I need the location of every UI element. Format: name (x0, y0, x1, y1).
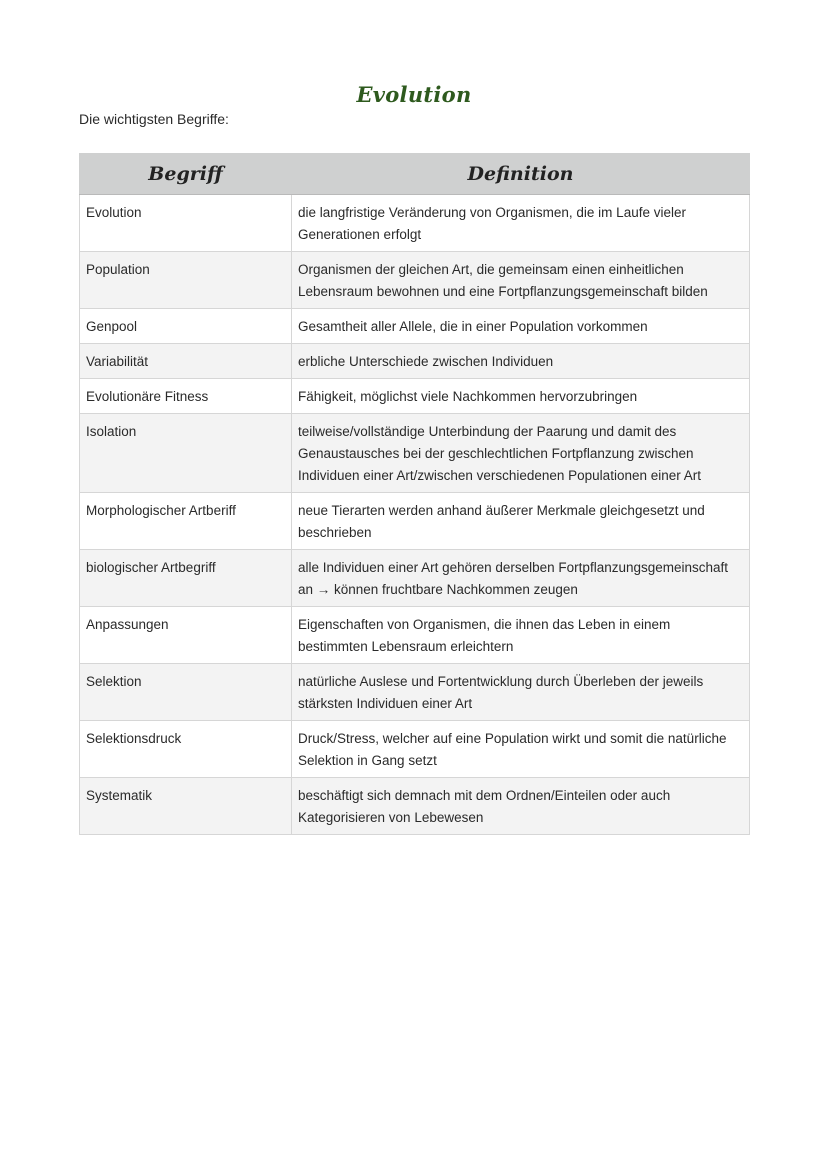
term-cell: Genpool (80, 309, 292, 344)
definition-cell: erbliche Unterschiede zwischen Individuen (292, 344, 750, 379)
term-cell: Selektionsdruck (80, 721, 292, 778)
table-row (80, 493, 750, 550)
definition-cell: natürliche Auslese und Fortentwicklung durch Überleben der jeweils stärksten Individuen einer Art (292, 664, 750, 721)
table-row (80, 721, 750, 778)
definition-cell: beschäftigt sich demnach mit dem Ordnen/Einteilen oder auch Kategorisieren von Lebewesen (292, 778, 750, 835)
subtitle: Die wichtigsten Begriffe: (79, 111, 229, 127)
definition-cell: Eigenschaften von Organismen, die ihnen das Leben in einem bestimmten Lebensraum erleichtern (292, 607, 750, 664)
definition-cell: alle Individuen einer Art gehören derselben Fortpflanzungsgemeinschaft an → können fruchtbare Nachkommen zeugen (292, 550, 750, 607)
definition-cell: teilweise/vollständige Unterbindung der Paarung und damit des Genaustausches bei der geschlechtlichen Fortpflanzung zwischen Individuen einer Art/zwischen verschiedenen Populationen einer Art (292, 414, 750, 493)
definition-cell: die langfristige Veränderung von Organismen, die im Laufe vieler Generationen erfolgt (292, 195, 750, 252)
term-cell: Evolution (80, 195, 292, 252)
header-definition: Definition (292, 154, 750, 195)
table-row (80, 778, 750, 835)
header-term: Begriff (80, 154, 292, 195)
term-cell: Anpassungen (80, 607, 292, 664)
header-row (80, 154, 750, 195)
table-row (80, 379, 750, 414)
terms-table (79, 153, 750, 835)
term-cell: biologischer Artbegriff (80, 550, 292, 607)
definition-cell: neue Tierarten werden anhand äußerer Merkmale gleichgesetzt und beschrieben (292, 493, 750, 550)
term-cell: Morphologischer Artberiff (80, 493, 292, 550)
definition-cell: Druck/Stress, welcher auf eine Population wirkt und somit die natürliche Selektion in Gang setzt (292, 721, 750, 778)
table-row (80, 550, 750, 607)
term-cell: Variabilität (80, 344, 292, 379)
page-title: Evolution (356, 82, 472, 107)
term-cell: Evolutionäre Fitness (80, 379, 292, 414)
table-row (80, 195, 750, 252)
term-cell: Systematik (80, 778, 292, 835)
definition-cell: Organismen der gleichen Art, die gemeinsam einen einheitlichen Lebensraum bewohnen und eine Fortpflanzungsgemeinschaft bilden (292, 252, 750, 309)
term-cell: Selektion (80, 664, 292, 721)
table-row (80, 414, 750, 493)
definition-cell: Fähigkeit, möglichst viele Nachkommen hervorzubringen (292, 379, 750, 414)
table-row (80, 344, 750, 379)
definition-cell: Gesamtheit aller Allele, die in einer Population vorkommen (292, 309, 750, 344)
table-row (80, 309, 750, 344)
table-row (80, 664, 750, 721)
table-row (80, 252, 750, 309)
term-cell: Population (80, 252, 292, 309)
term-cell: Isolation (80, 414, 292, 493)
table-row (80, 607, 750, 664)
